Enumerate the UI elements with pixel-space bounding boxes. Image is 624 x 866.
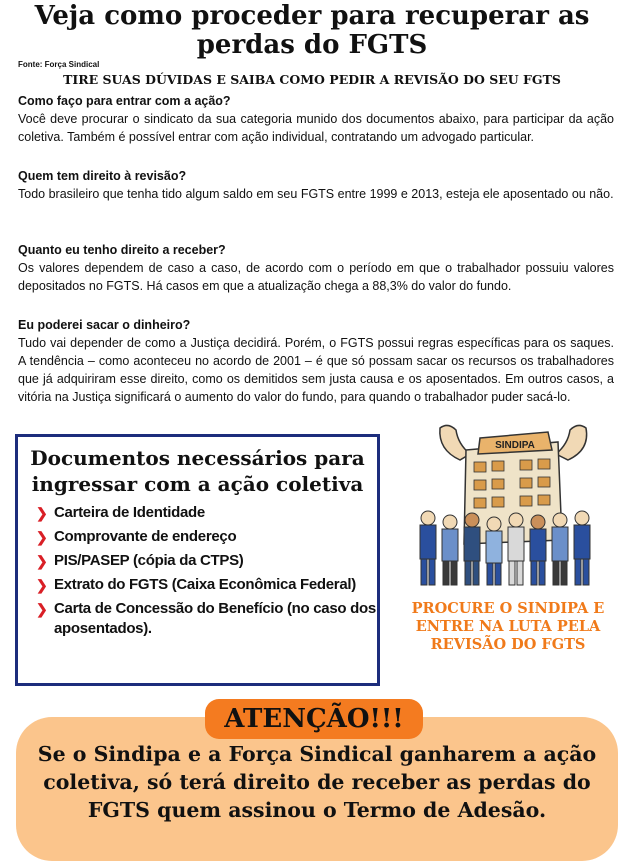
faq-question: Como faço para entrar com a ação? <box>18 94 231 108</box>
faq-answer: Todo brasileiro que tenha tido algum saldo em seu FGTS entre 1999 e 2013, esteja ele aposentado ou não. <box>18 187 614 201</box>
documents-box <box>15 434 380 686</box>
alert-title: ATENÇÃO!!! <box>205 699 423 739</box>
sindipa-building-illustration <box>408 420 614 600</box>
alert-text: Se o Sindipa e a Força Sindical ganharem a ação coletiva, só terá direito de receber as perdas do FGTS quem assinou o Termo de Adesão. <box>37 742 597 822</box>
documents-list <box>18 503 377 639</box>
faq-question: Quanto eu tenho direito a receber? <box>18 243 226 257</box>
faq-answer: Você deve procurar o sindicato da sua categoria munido dos documentos abaixo, para participar da ação coletiva. Também é possível entrar com ação individual, contratando um advogado particular. <box>18 112 614 144</box>
document-item: ❯ Extrato do FGTS (Caixa Econômica Federal) <box>36 576 356 593</box>
building-label: SINDIPA <box>495 440 535 451</box>
campaign-caption: PROCURE O SINDIPA E ENTRE NA LUTA PELA REVISÃO DO FGTS <box>411 600 605 653</box>
documents-title: Documentos necessários para ingressar com a ação coletiva <box>30 446 365 496</box>
document-item: ❯ Carta de Concessão do Benefício (no caso dos aposentados). <box>36 600 376 637</box>
chevron-bullet-icon: ❯ <box>36 601 48 617</box>
chevron-bullet-icon: ❯ <box>36 505 48 521</box>
page-title: Veja como proceder para recuperar as perdas do FGTS <box>34 1 590 60</box>
faq-answer: Tudo vai depender de como a Justiça decidirá. Porém, o FGTS possui regras específicas para os saques. A tendência – como aconteceu no acordo de 2001 – é que só possam sacar os recursos os trabalhadores que já adquiriram esse direito, como os demitidos sem justa causa e os aposentados. Em outros casos, a vitória na Justiça significará o aumento do valor do fundo, para quando o trabalhador puder sacá-lo. <box>18 336 614 404</box>
faq-question: Quem tem direito à revisão? <box>18 169 187 183</box>
chevron-bullet-icon: ❯ <box>36 553 48 569</box>
document-item: ❯ PIS/PASEP (cópia da CTPS) <box>36 552 244 569</box>
faq-item <box>18 316 614 406</box>
faq-item <box>18 241 614 295</box>
document-item: ❯ Carteira de Identidade <box>36 504 205 521</box>
chevron-bullet-icon: ❯ <box>36 577 48 593</box>
document-item: ❯ Comprovante de endereço <box>36 528 237 545</box>
chevron-bullet-icon: ❯ <box>36 529 48 545</box>
faq-item <box>18 92 614 146</box>
subtitle: TIRE SUAS DÚVIDAS E SAIBA COMO PEDIR A REVISÃO DO SEU FGTS <box>63 72 561 87</box>
source-credit: Fonte: Força Sindical <box>18 60 100 69</box>
faq-item <box>18 167 614 203</box>
faq-answer: Os valores dependem de caso a caso, de acordo com o período em que o trabalhador possuiu valores depositados no FGTS. Há casos em que a atualização chega a 88,3% do valor do fundo. <box>18 261 614 293</box>
faq-question: Eu poderei sacar o dinheiro? <box>18 318 191 332</box>
